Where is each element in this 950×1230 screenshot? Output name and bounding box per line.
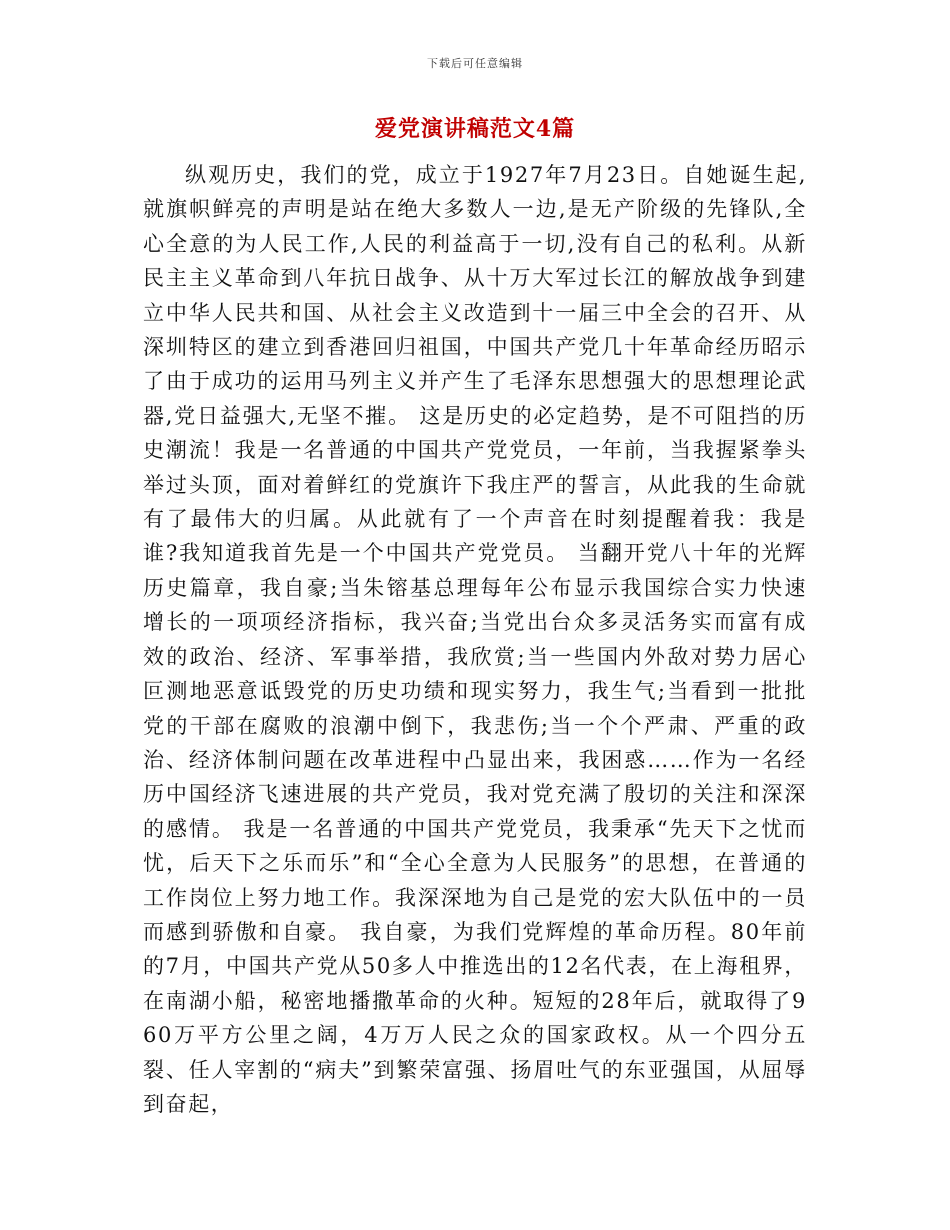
header-note: 下载后可任意编辑 <box>427 57 523 70</box>
body-paragraph: 纵观历史，我们的党，成立于1927年7月23日。自她诞生起,就旗帜鲜亮的声明是站在绝大多数人一边,是无产阶级的先锋队,全心全意的为人民工作,人民的利益高于一切,没有自己的私利。从新民主主义革命到八年抗日战争、从十万大军过长江的解放战争到建立中华人民共和国、从社会主义改造到十一届三中全会的召开、从深圳特区的建立到香港回归祖国，中国共产党几十年革命经历昭示了由于成功的运用马列主义并产生了毛泽东思想强大的思想理论武器,党日益强大,无坚不摧。 这是历史的必定趋势，是不可阻挡的历史潮流！我是一名普通的中国共产党党员，一年前，当我握紧拳头举过头顶，面对着鲜红的党旗许下我庄严的誓言，从此我的生命就有了最伟大的归属。从此就有了一个声音在时刻提醒着我：我是谁?我知道我首先是一个中国共产党党员。 当翻开党八十年的光辉历史篇章，我自豪;当朱镕基总理每年公布显示我国综合实力快速增长的一项项经济指标，我兴奋;当党出台众多灵活务实而富有成效的政治、经济、军事举措，我欣赏;当一些国内外敌对势力居心叵测地恶意诋毁党的历史功绩和现实努力，我生气;当看到一批批党的干部在腐败的浪潮中倒下，我悲伤;当一个个严肃、严重的政治、经济体制问题在改革进程中凸显出来，我困惑……作为一名经历中国经济飞速进展的共产党员，我对党充满了殷切的关注和深深的感情。 我是一名普通的中国共产党党员，我秉承“先天下之忧而忧，后天下之乐而乐”和“全心全意为人民服务”的思想，在普通的工作岗位上努力地工作。我深深地为自己是党的宏大队伍中的一员而感到骄傲和自豪。 我自豪，为我们党辉煌的革命历程。80年前的7月，中国共产党从50多人中推选出的12名代表，在上海租界，在南湖小船，秘密地播撒革命的火种。短短的28年后，就取得了960万平方公里之阔，4万万人民之众的国家政权。从一个四分五裂、任人宰割的“病夫”到繁荣富强、扬眉吐气的东亚强国，从屈辱到奋起， <box>143 163 807 1116</box>
document-title: 爱党演讲稿范文4篇 <box>374 116 576 142</box>
